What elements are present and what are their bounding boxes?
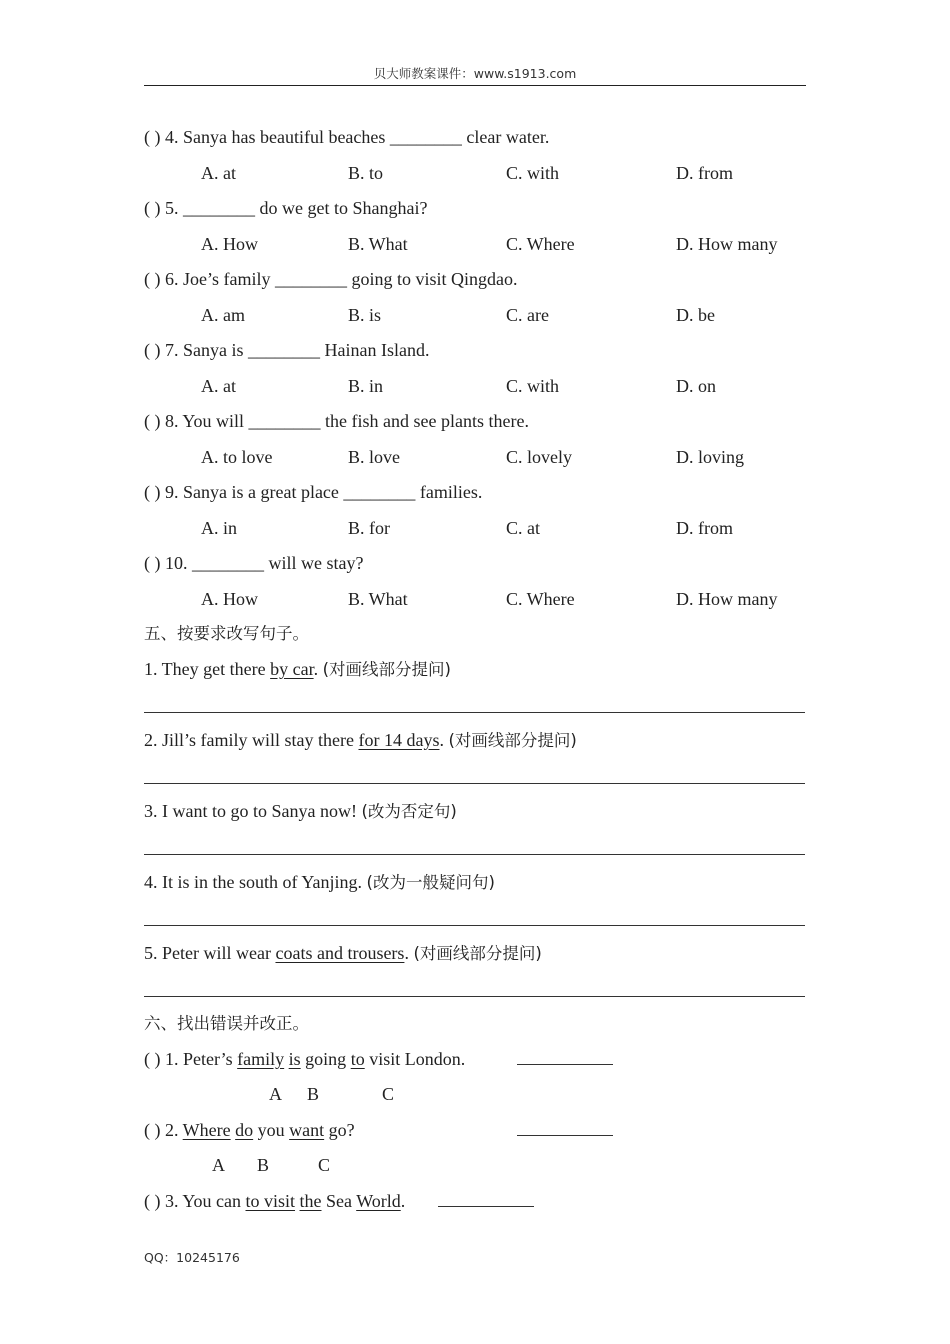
q8-option-c: C. lovely (506, 447, 572, 467)
error-2-part-c: want (289, 1120, 325, 1140)
error-item-1: ( ) 1. Peter’s family is going to visit London. (144, 1049, 466, 1069)
answer-line-5[interactable] (144, 996, 805, 997)
error-1-answer-blank[interactable] (517, 1048, 613, 1065)
error-2-prefix: ( ) 2. (144, 1120, 183, 1140)
rewrite-5-note: (对画线部分提问) (413, 944, 542, 963)
error-1-prefix: ( ) 1. Peter’s (144, 1049, 238, 1069)
q10-option-a: A. How (201, 589, 258, 609)
q4-option-d: D. from (676, 163, 733, 183)
section-6-title: 六、找出错误并改正。 (144, 1014, 309, 1033)
question-10: ( ) 10. ________ will we stay? (144, 553, 364, 573)
error-1-letter-a: A (269, 1084, 282, 1104)
error-3-part-a: to visit (245, 1191, 296, 1211)
question-8: ( ) 8. You will ________ the fish and see plants there. (144, 411, 529, 431)
question-5: ( ) 5. ________ do we get to Shanghai? (144, 198, 428, 218)
rewrite-item-5 (144, 942, 542, 965)
q6-option-c: C. are (506, 305, 549, 325)
q4-option-c: C. with (506, 163, 560, 183)
q5-option-c: C. Where (506, 234, 575, 254)
rewrite-2-text: 2. Jill’s family will stay there (144, 730, 359, 750)
rewrite-5-text: 5. Peter will wear (144, 943, 276, 963)
q7-option-d: D. on (676, 376, 716, 396)
q4-option-a: A. at (201, 163, 236, 183)
error-2-answer-blank[interactable] (517, 1119, 613, 1136)
rewrite-1-note: (对画线部分提问) (322, 660, 451, 679)
q5-option-a: A. How (201, 234, 258, 254)
answer-line-1[interactable] (144, 712, 805, 713)
rewrite-item-2 (144, 729, 577, 752)
rewrite-4-text: 4. It is in the south of Yanjing. (144, 872, 367, 892)
q6-option-d: D. be (676, 305, 715, 325)
q6-option-a: A. am (201, 305, 245, 325)
error-1-part-a: family (237, 1049, 285, 1069)
error-1-part-b: is (288, 1049, 301, 1069)
rewrite-item-3 (144, 800, 457, 823)
error-1-letter-b: B (307, 1084, 320, 1104)
q7-option-b: B. in (348, 376, 384, 396)
error-1-letter-c: C (382, 1084, 395, 1104)
rewrite-4-note: (改为一般疑问句) (366, 873, 495, 892)
question-4: ( ) 4. Sanya has beautiful beaches ________ clear water. (144, 127, 550, 147)
q4-option-b: B. to (348, 163, 384, 183)
error-item-3: ( ) 3. You can to visit the Sea World. (144, 1191, 406, 1211)
answer-line-2[interactable] (144, 783, 805, 784)
q7-option-a: A. at (201, 376, 236, 396)
section-5-title: 五、按要求改写句子。 (144, 624, 309, 643)
q8-option-d: D. loving (676, 447, 745, 467)
error-2-letter-a: A (212, 1155, 225, 1175)
error-3-answer-blank[interactable] (438, 1190, 534, 1207)
rewrite-1-underlined: by car (270, 659, 314, 679)
question-6: ( ) 6. Joe’s family ________ going to visit Qingdao. (144, 269, 518, 289)
q9-option-b: B. for (348, 518, 390, 538)
rewrite-5-underlined: coats and trousers (275, 943, 405, 963)
question-7: ( ) 7. Sanya is ________ Hainan Island. (144, 340, 430, 360)
q9-option-c: C. at (506, 518, 540, 538)
rewrite-1-after: . (313, 659, 323, 679)
page-footer: QQ：10245176 (144, 1250, 240, 1265)
error-2-part-a: Where (182, 1120, 231, 1140)
error-3-part-b: the (299, 1191, 322, 1211)
q10-option-c: C. Where (506, 589, 575, 609)
rewrite-2-note: (对画线部分提问) (448, 731, 577, 750)
error-1-part-c: to (350, 1049, 365, 1069)
rewrite-2-underlined: for 14 days (358, 730, 440, 750)
q9-option-a: A. in (201, 518, 237, 538)
rewrite-2-after: . (439, 730, 449, 750)
header-rule (144, 85, 806, 86)
answer-line-3[interactable] (144, 854, 805, 855)
answer-line-4[interactable] (144, 925, 805, 926)
q5-option-b: B. What (348, 234, 408, 254)
error-3-after: . (400, 1191, 406, 1211)
error-2-after: go? (324, 1120, 355, 1140)
rewrite-5-after: . (404, 943, 414, 963)
rewrite-item-4 (144, 871, 495, 894)
q7-option-c: C. with (506, 376, 560, 396)
rewrite-3-note: (改为否定句) (361, 802, 457, 821)
error-1-after: visit London. (364, 1049, 466, 1069)
rewrite-3-text: 3. I want to go to Sanya now! (144, 801, 362, 821)
error-3-prefix: ( ) 3. You can (144, 1191, 246, 1211)
question-9: ( ) 9. Sanya is a great place ________ families. (144, 482, 483, 502)
q10-option-b: B. What (348, 589, 408, 609)
q8-option-a: A. to love (201, 447, 273, 467)
q6-option-b: B. is (348, 305, 382, 325)
rewrite-1-text: 1. They get there (144, 659, 271, 679)
error-3-part-c: World (356, 1191, 401, 1211)
page-header: 贝大师教案课件：www.s1913.com (373, 66, 577, 81)
error-2-letter-b: B (257, 1155, 270, 1175)
q9-option-d: D. from (676, 518, 733, 538)
error-2-part-b: do (235, 1120, 254, 1140)
q5-option-d: D. How many (676, 234, 778, 254)
rewrite-item-1 (144, 658, 451, 681)
q8-option-b: B. love (348, 447, 400, 467)
error-item-2: ( ) 2. Where do you want go? (144, 1120, 355, 1140)
error-2-letter-c: C (318, 1155, 331, 1175)
q10-option-d: D. How many (676, 589, 778, 609)
